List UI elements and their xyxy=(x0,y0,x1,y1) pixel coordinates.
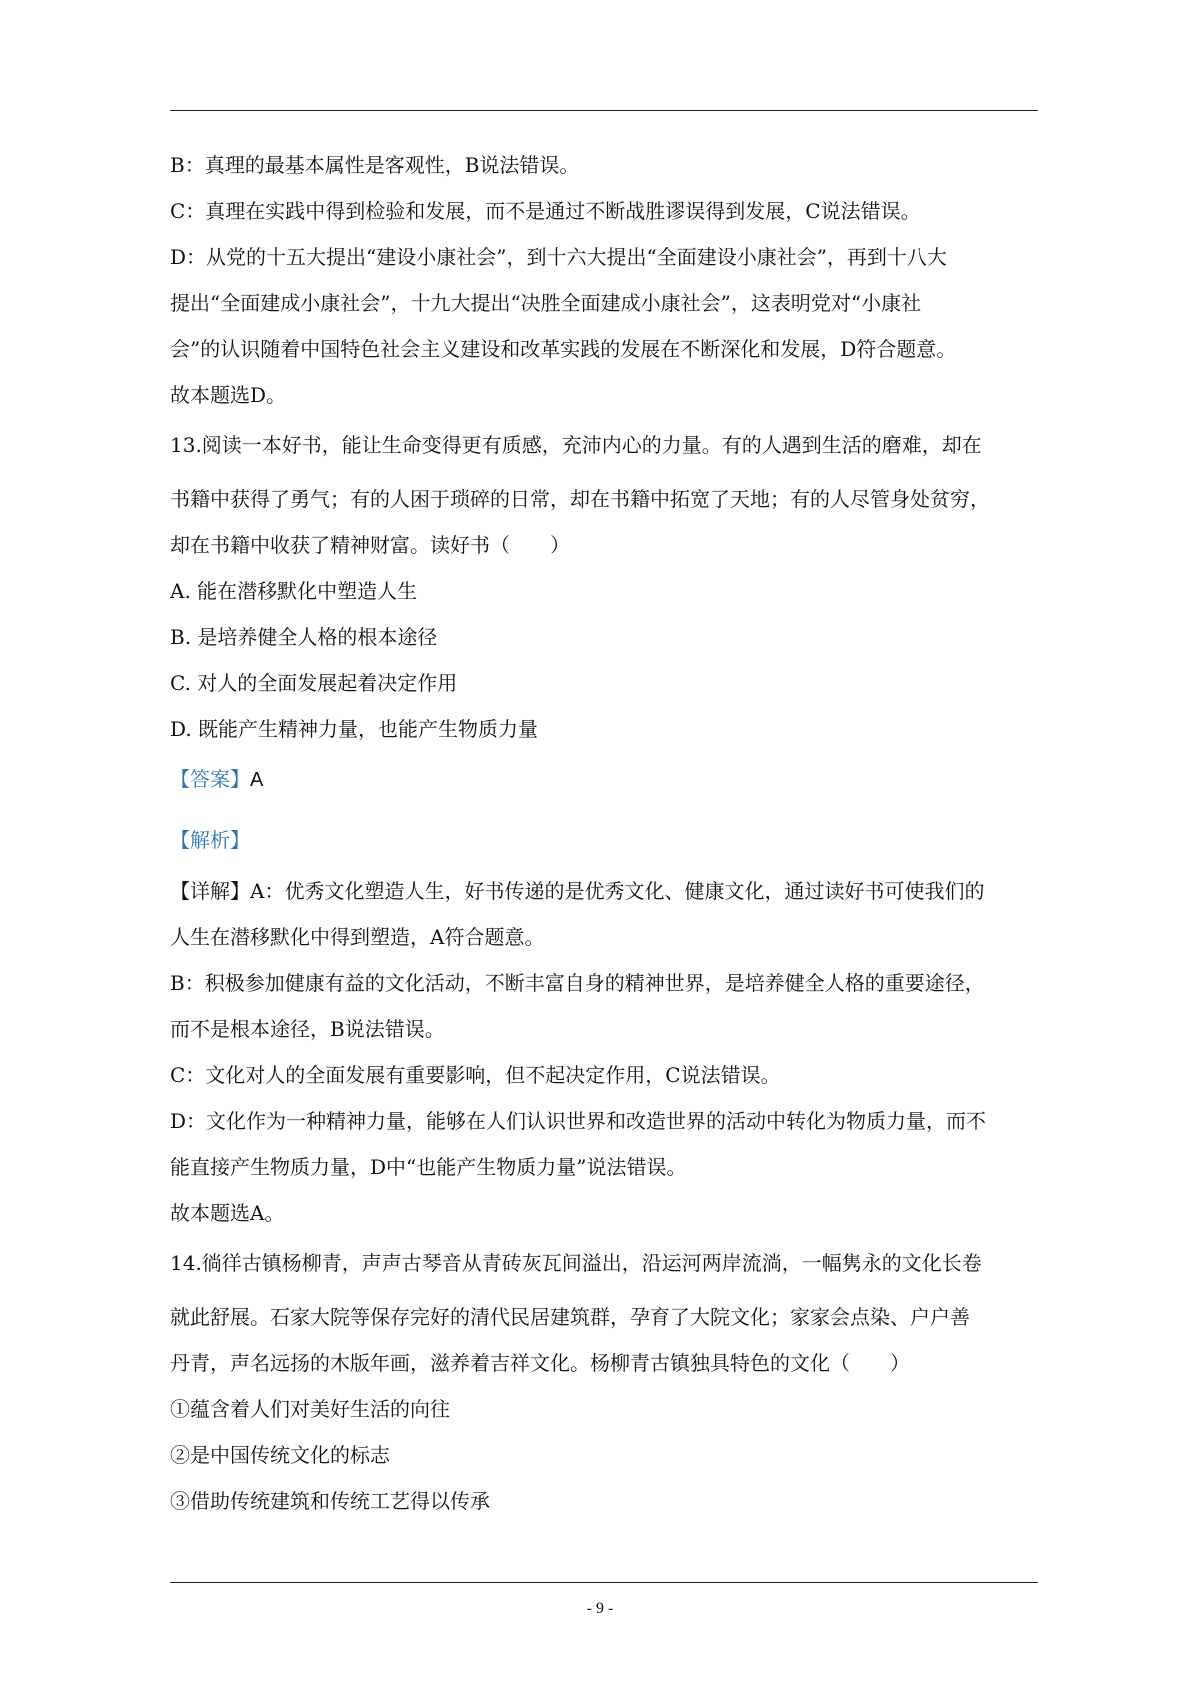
explanation-line: C：真理在实践中得到检验和发展，而不是通过不断战胜谬误得到发展，C说法错误。 xyxy=(170,199,921,223)
question-stem-line: 就此舒展。石家大院等保存完好的清代民居建筑群，孕育了大院文化；家家会点染、户户善 xyxy=(170,1305,970,1329)
page-content xyxy=(170,150,1038,1516)
statement-3: ③借助传统建筑和传统工艺得以传承 xyxy=(170,1489,490,1513)
question-stem-line: 却在书籍中收获了精神财富。读好书（ ） xyxy=(170,533,570,557)
explanation-line: B：真理的最基本属性是客观性，B说法错误。 xyxy=(170,153,580,177)
analysis-label: 【解析】 xyxy=(170,830,250,852)
explanation-line: B：积极参加健康有益的文化活动，不断丰富自身的精神世界，是培养健全人格的重要途径， xyxy=(170,971,985,995)
question-stem-line: 13.阅读一本好书，能让生命变得更有质感，充沛内心的力量。有的人遇到生活的磨难，却在 xyxy=(170,433,982,457)
option-c: C. 对人的全面发展起着决定作用 xyxy=(170,671,458,695)
answer-label: 【答案】 xyxy=(170,769,250,791)
page-number: - 9 - xyxy=(586,1600,614,1617)
question-stem-line: 14.徜徉古镇杨柳青，声声古琴音从青砖灰瓦间溢出，沿运河两岸流淌，一幅隽永的文化长卷 xyxy=(170,1251,982,1275)
explanation-line: D：文化作为一种精神力量，能够在人们认识世界和改造世界的活动中转化为物质力量，而不 xyxy=(170,1109,987,1133)
explanation-line: 会”的认识随着中国特色社会主义建设和改革实践的发展在不断深化和发展，D符合题意。 xyxy=(170,337,957,361)
explanation-line: 而不是根本途径，B说法错误。 xyxy=(170,1017,445,1041)
previous-explanation xyxy=(170,150,1038,410)
question-stem-line: 书籍中获得了勇气；有的人困于琐碎的日常，却在书籍中拓宽了天地；有的人尽管身处贫穷， xyxy=(170,487,990,511)
option-b: B. 是培养健全人格的根本途径 xyxy=(170,625,438,649)
explanation-line: 人生在潜移默化中得到塑造，A符合题意。 xyxy=(170,925,545,949)
statement-1: ①蕴含着人们对美好生活的向往 xyxy=(170,1397,450,1421)
footer-rule xyxy=(170,1582,1038,1583)
explanation-line: 【详解】A：优秀文化塑造人生，好书传递的是优秀文化、健康文化，通过读好书可使我们的 xyxy=(170,879,985,903)
explanation-line: 能直接产生物质力量，D中“也能产生物质力量”说法错误。 xyxy=(170,1155,687,1179)
header-rule xyxy=(170,110,1038,111)
option-d: D. 既能产生精神力量，也能产生物质力量 xyxy=(170,717,539,741)
question-stem-line: 丹青，声名远扬的木版年画，滋养着吉祥文化。杨柳青古镇独具特色的文化（ ） xyxy=(170,1351,910,1375)
analysis-heading xyxy=(170,825,1038,856)
option-a: A. 能在潜移默化中塑造人生 xyxy=(170,579,418,603)
statement-2: ②是中国传统文化的标志 xyxy=(170,1443,390,1467)
answer-line xyxy=(170,764,1038,795)
question-13 xyxy=(170,430,1038,1228)
explanation-conclusion: 故本题选D。 xyxy=(170,383,287,407)
explanation-line: D：从党的十五大提出“建设小康社会”，到十六大提出“全面建设小康社会”，再到十八大 xyxy=(170,245,947,269)
explanation-line: 提出“全面建成小康社会”，十九大提出“决胜全面建成小康社会”，这表明党对“小康社 xyxy=(170,291,922,315)
answer-value: A xyxy=(250,769,264,791)
question-14 xyxy=(170,1248,1038,1516)
explanation-line: C：文化对人的全面发展有重要影响，但不起决定作用，C说法错误。 xyxy=(170,1063,781,1087)
explanation-conclusion: 故本题选A。 xyxy=(170,1201,285,1225)
